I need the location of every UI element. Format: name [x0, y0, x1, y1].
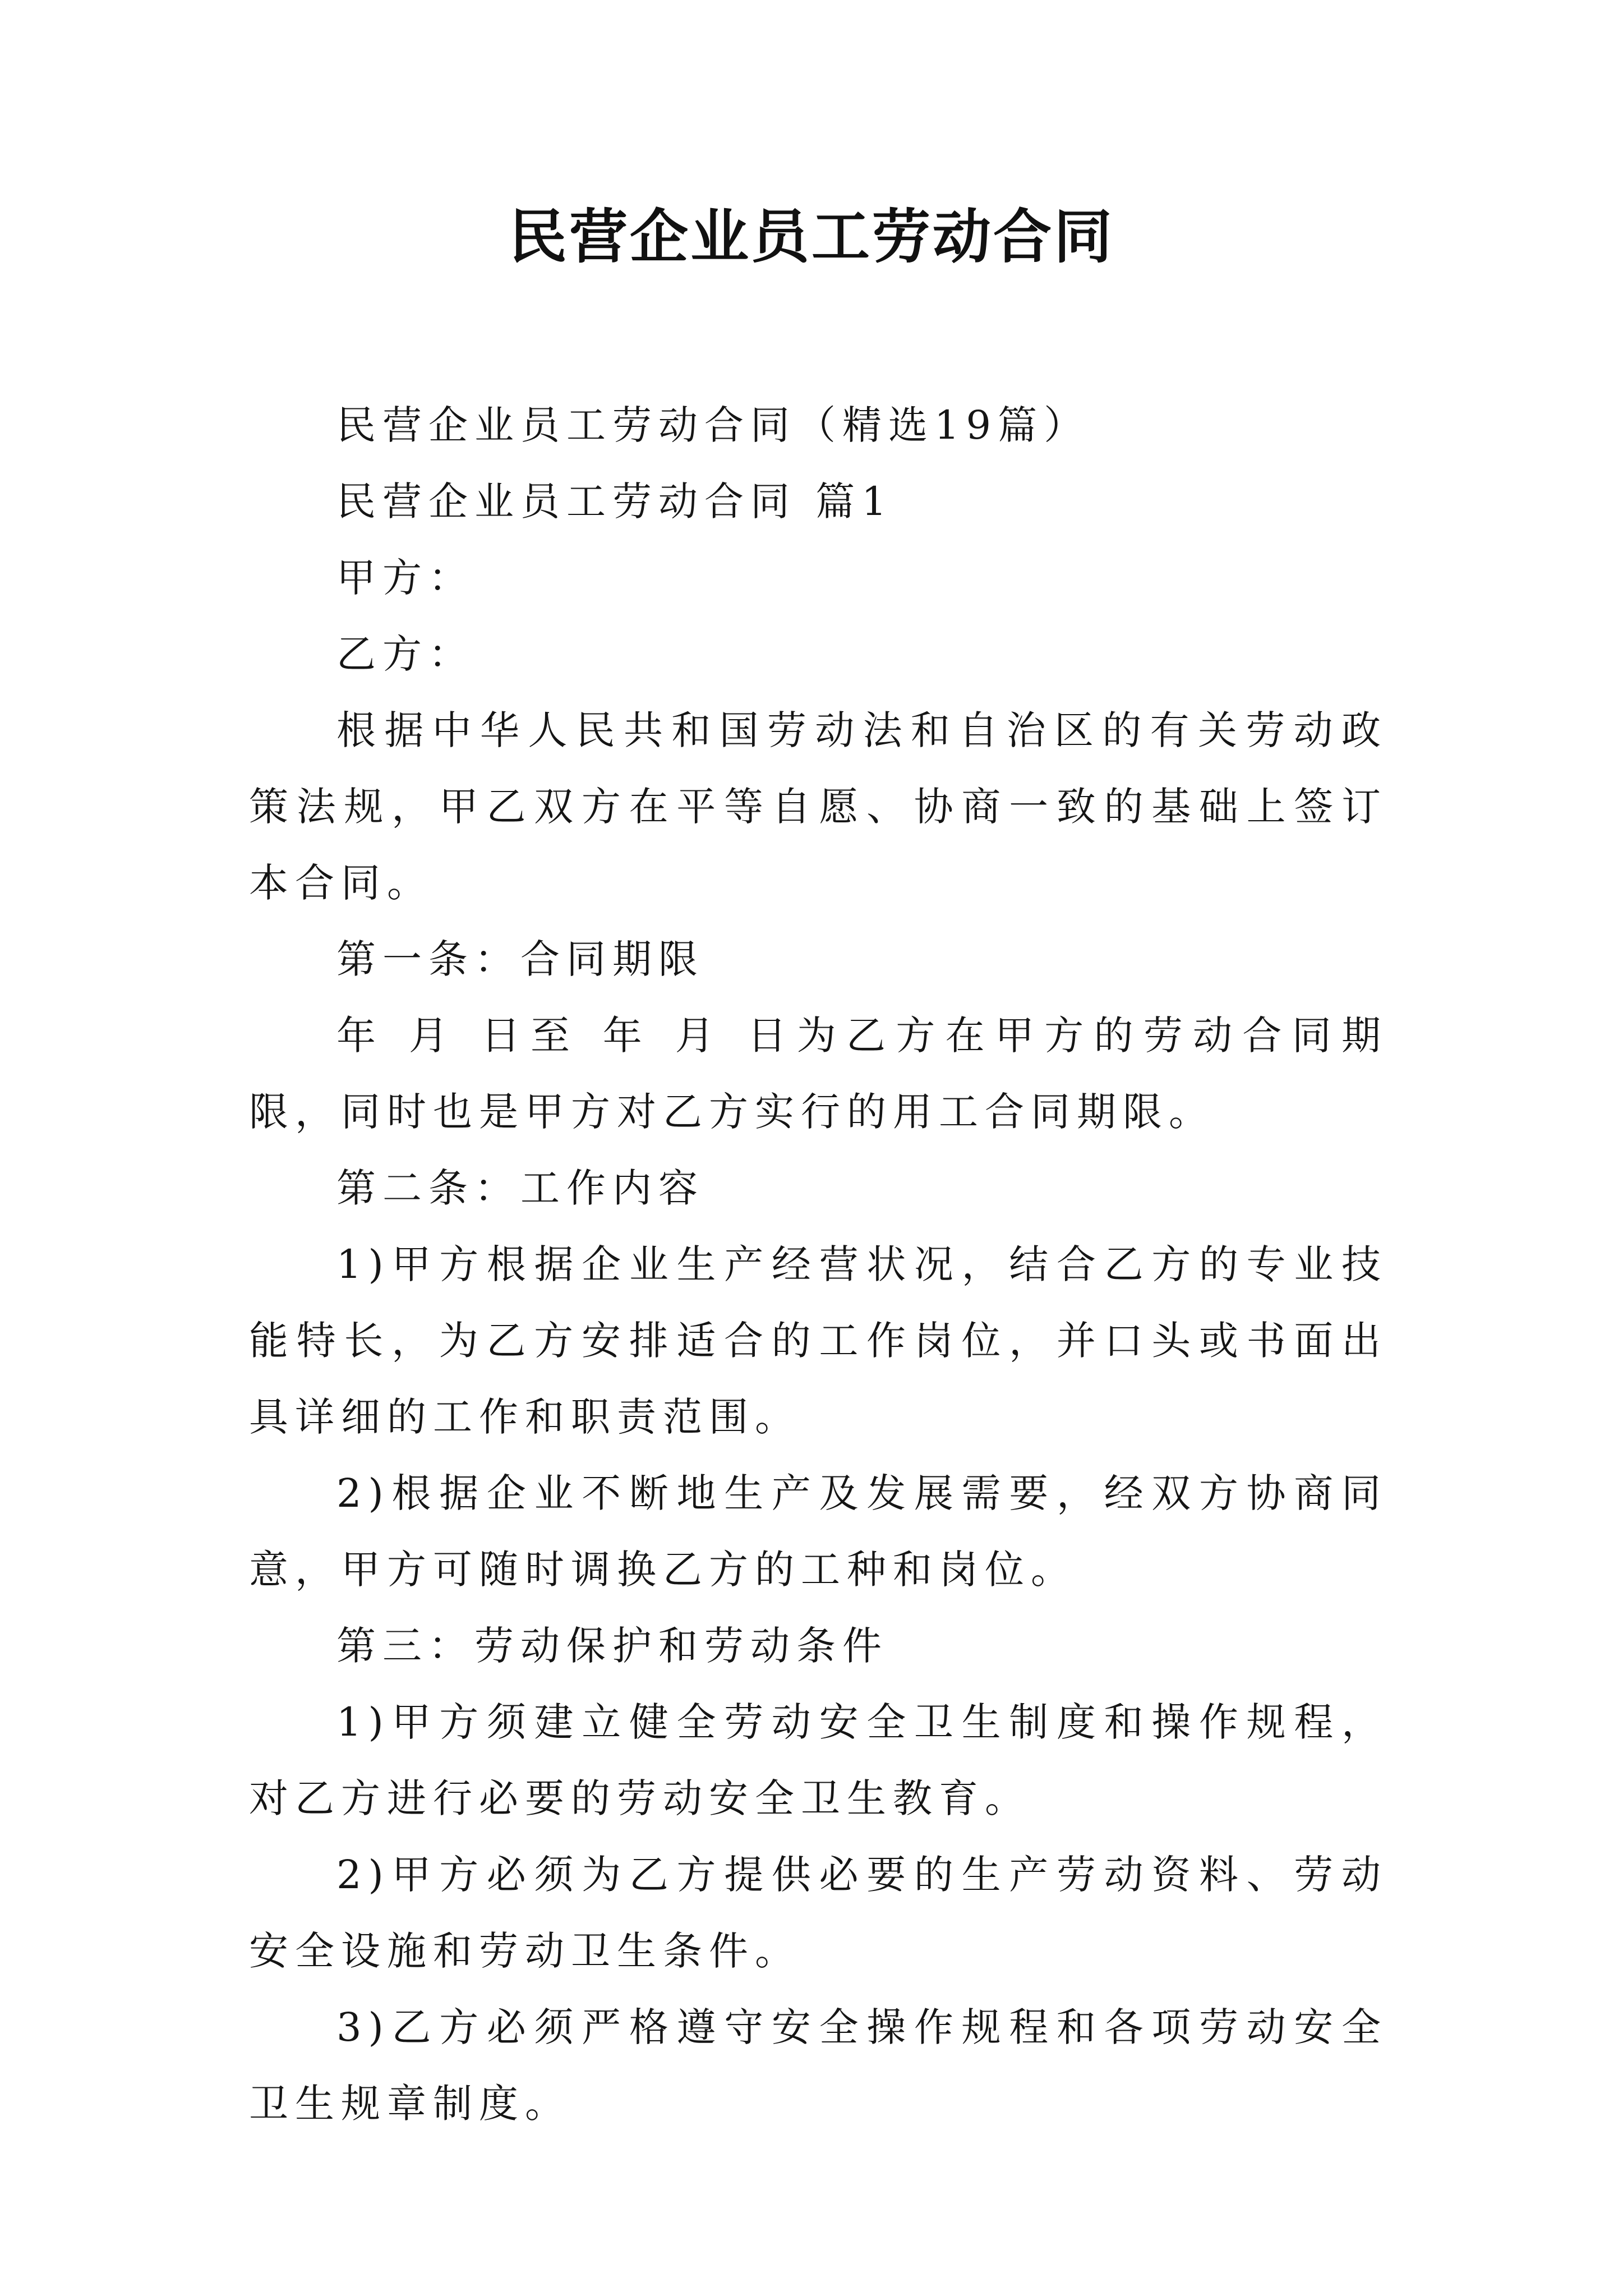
paragraph-article-1-heading: 第一条：合同期限	[336, 936, 704, 982]
paragraph-party-b: 乙方：	[336, 631, 474, 677]
document-body	[249, 387, 1387, 2142]
paragraph-article-2-item-2: 2)根据企业不断地生产及发展需要，经双方协商同意，甲方可随时调换乙方的工种和岗位。	[249, 1470, 1387, 1593]
paragraph-article-1-body: 年 月 日至 年 月 日为乙方在甲方的劳动合同期限，同时也是甲方对乙方实行的用工合同期限。	[249, 1013, 1387, 1135]
paragraph-article-3-heading: 第三：劳动保护和劳动条件	[336, 1623, 888, 1669]
paragraph-preamble: 根据中华人民共和国劳动法和自治区的有关劳动政策法规，甲乙双方在平等自愿、协商一致的基础上签订本合同。	[249, 707, 1387, 906]
paragraph-subtitle: 民营企业员工劳动合同（精选19篇）	[336, 402, 1090, 448]
paragraph-article-2-heading: 第二条：工作内容	[336, 1165, 704, 1211]
paragraph-party-a: 甲方：	[336, 555, 474, 601]
paragraph-article-3-item-1: 1)甲方须建立健全劳动安全卫生制度和操作规程，对乙方进行必要的劳动安全卫生教育。	[249, 1699, 1387, 1821]
paragraph-section-heading: 民营企业员工劳动合同 篇1	[336, 478, 893, 524]
paragraph-article-3-item-2: 2)甲方必须为乙方提供必要的生产劳动资料、劳动安全设施和劳动卫生条件。	[249, 1852, 1387, 1974]
paragraph-article-2-item-1: 1)甲方根据企业生产经营状况，结合乙方的专业技能特长，为乙方安排适合的工作岗位，并口头或书面出具详细的工作和职责范围。	[249, 1241, 1387, 1440]
document-title: 民营企业员工劳动合同	[508, 202, 1114, 271]
paragraph-article-3-item-3: 3)乙方必须严格遵守安全操作规程和各项劳动安全卫生规章制度。	[249, 2004, 1387, 2127]
